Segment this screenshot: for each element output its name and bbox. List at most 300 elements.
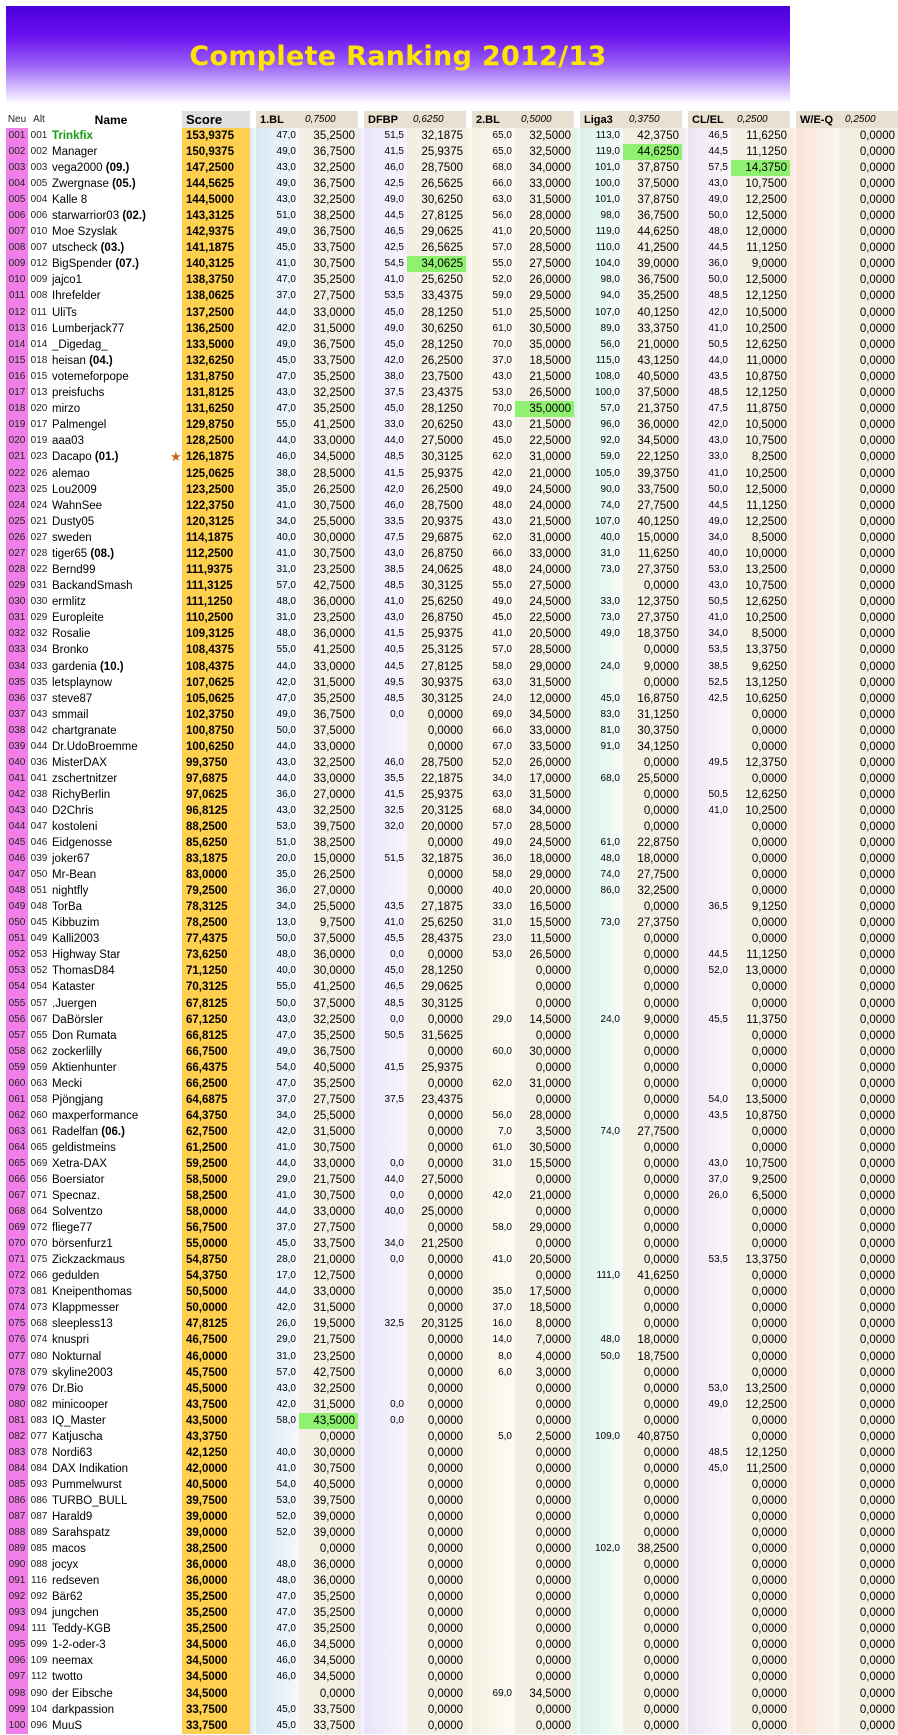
- weighted-clel: 0,0000: [731, 1557, 790, 1573]
- rank-old: 043: [30, 708, 48, 720]
- weighted-liga3: 0,0000: [623, 1188, 682, 1204]
- points-dfbp: [364, 1076, 407, 1092]
- weighted-clel: 12,2500: [731, 192, 790, 208]
- weighted-liga3: 0,0000: [623, 1044, 682, 1060]
- score: 97,0625: [182, 787, 250, 803]
- points-2bl: 48,0: [472, 498, 515, 514]
- points-weq: [796, 867, 839, 883]
- rank-old: 067: [30, 1013, 48, 1025]
- star-cell: [170, 1381, 182, 1397]
- weighted-liga3: 0,0000: [623, 1621, 682, 1637]
- weighted-clel: 11,0000: [731, 353, 790, 369]
- rank-old: 044: [30, 740, 48, 752]
- rank-new: 064: [6, 1140, 28, 1156]
- star-cell: [170, 787, 182, 803]
- points-liga3: 107,0: [580, 305, 623, 321]
- player-name: [50, 819, 170, 835]
- table-row: [6, 1060, 898, 1076]
- score: 40,5000: [182, 1477, 250, 1493]
- table-row: [6, 530, 898, 546]
- weighted-liga3: 0,0000: [623, 1028, 682, 1044]
- points-liga3: 40,0: [580, 530, 623, 546]
- weighted-dfbp: 0,0000: [407, 1140, 466, 1156]
- rank-new: 055: [6, 995, 28, 1011]
- score: 67,8125: [182, 995, 250, 1011]
- points-1bl: 47,0: [256, 128, 299, 144]
- rank-old: 035: [30, 676, 48, 688]
- weighted-1bl: 38,2500: [299, 208, 358, 224]
- weighted-clel: 0,0000: [731, 1541, 790, 1557]
- rank-new: 073: [6, 1284, 28, 1300]
- points-liga3: 56,0: [580, 337, 623, 353]
- points-dfbp: 35,5: [364, 771, 407, 787]
- points-1bl: 49,0: [256, 176, 299, 192]
- score: 110,2500: [182, 610, 250, 626]
- points-2bl: 62,0: [472, 1076, 515, 1092]
- points-weq: [796, 1236, 839, 1252]
- table-row: [6, 1686, 898, 1702]
- rank-old: 049: [30, 933, 48, 945]
- points-dfbp: 32,5: [364, 803, 407, 819]
- points-dfbp: 46,0: [364, 498, 407, 514]
- weighted-weq: 0,0000: [839, 401, 898, 417]
- points-weq: [796, 224, 839, 240]
- star-cell: [170, 771, 182, 787]
- weighted-weq: 0,0000: [839, 1702, 898, 1718]
- rank-new: 027: [6, 546, 28, 562]
- weighted-2bl: 28,5000: [515, 642, 574, 658]
- weighted-weq: 0,0000: [839, 626, 898, 642]
- rank-new: 074: [6, 1300, 28, 1316]
- weighted-dfbp: 0,0000: [407, 1525, 466, 1541]
- weighted-dfbp: 25,9375: [407, 144, 466, 160]
- player-name-text: nightfly: [52, 885, 89, 898]
- weighted-1bl: 32,2500: [299, 803, 358, 819]
- weighted-clel: 13,1250: [731, 675, 790, 691]
- points-1bl: 41,0: [256, 256, 299, 272]
- player-name-text: utscheck: [52, 242, 98, 255]
- star-icon: ★: [170, 448, 182, 464]
- points-2bl: 5,0: [472, 1429, 515, 1445]
- weighted-2bl: 34,0000: [515, 160, 574, 176]
- points-1bl: 48,0: [256, 947, 299, 963]
- points-clel: [688, 1060, 731, 1076]
- points-dfbp: 0,0: [364, 1397, 407, 1413]
- points-1bl: 46,0: [256, 1637, 299, 1653]
- player-name-text: Ihrefelder: [52, 290, 101, 303]
- weighted-weq: 0,0000: [839, 546, 898, 562]
- table-row: [6, 723, 898, 739]
- points-clel: 53,5: [688, 1252, 731, 1268]
- rank-new: 081: [6, 1413, 28, 1429]
- table-row: [6, 739, 898, 755]
- weighted-2bl: 0,0000: [515, 1637, 574, 1653]
- points-2bl: 49,0: [472, 594, 515, 610]
- points-liga3: [580, 1573, 623, 1589]
- player-name-text: Kalle 8: [52, 194, 88, 207]
- player-name-text: Solventzo: [52, 1206, 103, 1219]
- weighted-liga3: 0,0000: [623, 1397, 682, 1413]
- weighted-2bl: 22,5000: [515, 433, 574, 449]
- rank-old: 092: [30, 1591, 48, 1603]
- player-name-text: Bernd99: [52, 564, 96, 577]
- title-banner: [6, 6, 790, 104]
- rank-old: 064: [30, 1206, 48, 1218]
- points-liga3: [580, 1092, 623, 1108]
- points-1bl: 37,0: [256, 288, 299, 304]
- weighted-dfbp: 25,6250: [407, 594, 466, 610]
- table-row: [6, 482, 898, 498]
- weighted-1bl: 30,7500: [299, 498, 358, 514]
- score: 54,3750: [182, 1268, 250, 1284]
- player-name: [50, 1557, 170, 1573]
- points-dfbp: 41,5: [364, 787, 407, 803]
- player-name: [50, 1188, 170, 1204]
- star-cell: [170, 1076, 182, 1092]
- weighted-clel: 0,0000: [731, 1637, 790, 1653]
- points-liga3: [580, 1718, 623, 1734]
- table-row: [6, 867, 898, 883]
- weighted-1bl: 25,5000: [299, 1108, 358, 1124]
- player-name: [50, 1252, 170, 1268]
- points-weq: [796, 240, 839, 256]
- rank-new: 032: [6, 626, 28, 642]
- weighted-2bl: 28,0000: [515, 1108, 574, 1124]
- score: 66,4375: [182, 1060, 250, 1076]
- weighted-dfbp: 27,1875: [407, 899, 466, 915]
- points-1bl: 47,0: [256, 1621, 299, 1637]
- weighted-weq: 0,0000: [839, 771, 898, 787]
- weighted-2bl: 20,5000: [515, 626, 574, 642]
- weighted-clel: 0,0000: [731, 1028, 790, 1044]
- points-liga3: 48,0: [580, 851, 623, 867]
- weighted-clel: 11,1250: [731, 947, 790, 963]
- star-cell: [170, 498, 182, 514]
- points-liga3: [580, 963, 623, 979]
- points-dfbp: [364, 1621, 407, 1637]
- weighted-clel: 10,8750: [731, 369, 790, 385]
- player-name-text: Specnaz.: [52, 1190, 100, 1203]
- player-name-text: Kalli2003: [52, 933, 100, 946]
- weighted-liga3: 44,6250: [623, 144, 682, 160]
- points-weq: [796, 594, 839, 610]
- weighted-dfbp: 30,3125: [407, 578, 466, 594]
- points-weq: [796, 562, 839, 578]
- player-name-text: Xetra-DAX: [52, 1157, 107, 1170]
- weighted-clel: 0,0000: [731, 739, 790, 755]
- weighted-liga3: 0,0000: [623, 1252, 682, 1268]
- weighted-dfbp: 30,6250: [407, 192, 466, 208]
- weighted-2bl: 3,5000: [515, 1124, 574, 1140]
- weighted-weq: 0,0000: [839, 803, 898, 819]
- rank-old: 061: [30, 1125, 48, 1137]
- points-weq: [796, 449, 839, 466]
- score: 67,1250: [182, 1012, 250, 1028]
- player-name: [50, 144, 170, 160]
- points-weq: [796, 1445, 839, 1461]
- points-dfbp: 45,0: [364, 401, 407, 417]
- star-cell: [170, 1220, 182, 1236]
- weighted-weq: 0,0000: [839, 369, 898, 385]
- weighted-weq: 0,0000: [839, 883, 898, 899]
- rank-old: 094: [30, 1607, 48, 1619]
- player-name: [50, 1220, 170, 1236]
- weighted-1bl: 0,0000: [299, 1541, 358, 1557]
- points-clel: 48,5: [688, 385, 731, 401]
- star-cell: [170, 1172, 182, 1188]
- points-2bl: 41,0: [472, 1252, 515, 1268]
- rank-new: 040: [6, 755, 28, 771]
- points-dfbp: [364, 1637, 407, 1653]
- weighted-1bl: 34,5000: [299, 1653, 358, 1669]
- weighted-weq: 0,0000: [839, 931, 898, 947]
- weighted-2bl: 33,0000: [515, 723, 574, 739]
- points-2bl: [472, 1028, 515, 1044]
- weighted-clel: 0,0000: [731, 1653, 790, 1669]
- points-liga3: [580, 1397, 623, 1413]
- points-2bl: [472, 1653, 515, 1669]
- points-dfbp: 40,0: [364, 1204, 407, 1220]
- rank-new: 038: [6, 723, 28, 739]
- weighted-dfbp: 0,0000: [407, 867, 466, 883]
- weighted-2bl: 18,5000: [515, 1300, 574, 1316]
- star-cell: [170, 369, 182, 385]
- star-cell: [170, 1541, 182, 1557]
- rank-new: 010: [6, 272, 28, 288]
- points-2bl: 53,0: [472, 947, 515, 963]
- points-1bl: 47,0: [256, 272, 299, 288]
- weighted-clel: 11,1250: [731, 144, 790, 160]
- points-liga3: [580, 1669, 623, 1685]
- points-1bl: 45,0: [256, 1702, 299, 1718]
- points-1bl: 49,0: [256, 337, 299, 353]
- rank-old: 001: [30, 130, 48, 142]
- table-row: [6, 433, 898, 449]
- player-name-text: mirzo: [52, 402, 81, 415]
- points-weq: [796, 691, 839, 707]
- points-dfbp: 0,0: [364, 1156, 407, 1172]
- header-col-5: W/E-Q: [796, 111, 839, 128]
- weighted-liga3: 33,3750: [623, 321, 682, 337]
- weighted-2bl: 0,0000: [515, 1493, 574, 1509]
- weighted-clel: 0,0000: [731, 1268, 790, 1284]
- score: 42,1250: [182, 1445, 250, 1461]
- points-liga3: [580, 1493, 623, 1509]
- points-dfbp: [364, 1686, 407, 1702]
- player-name-text: Boersiator: [52, 1174, 105, 1187]
- weighted-2bl: 14,5000: [515, 1012, 574, 1028]
- score: 35,2500: [182, 1621, 250, 1637]
- points-clel: [688, 1605, 731, 1621]
- points-1bl: 49,0: [256, 144, 299, 160]
- rank-old: 045: [30, 917, 48, 929]
- weighted-1bl: 33,0000: [299, 1284, 358, 1300]
- points-2bl: 58,0: [472, 1220, 515, 1236]
- player-name-text: DAX Indikation: [52, 1462, 129, 1475]
- weighted-dfbp: 0,0000: [407, 1108, 466, 1124]
- table-row: [6, 1445, 898, 1461]
- weighted-1bl: 33,0000: [299, 305, 358, 321]
- points-1bl: 48,0: [256, 594, 299, 610]
- weighted-liga3: 25,5000: [623, 771, 682, 787]
- player-name-text: twotto: [52, 1671, 83, 1684]
- player-name: [50, 755, 170, 771]
- header-score: Score: [182, 111, 250, 128]
- score: 132,6250: [182, 353, 250, 369]
- points-2bl: [472, 1268, 515, 1284]
- player-name-text: Mr-Bean: [52, 869, 97, 882]
- points-2bl: [472, 1509, 515, 1525]
- score: 88,2500: [182, 819, 250, 835]
- weighted-dfbp: 27,8125: [407, 208, 466, 224]
- points-weq: [796, 1573, 839, 1589]
- points-2bl: 62,0: [472, 449, 515, 466]
- player-name: [50, 240, 170, 256]
- points-2bl: 58,0: [472, 659, 515, 675]
- weighted-1bl: 19,5000: [299, 1316, 358, 1332]
- star-cell: [170, 1028, 182, 1044]
- weighted-weq: 0,0000: [839, 1686, 898, 1702]
- points-liga3: 57,0: [580, 401, 623, 417]
- points-weq: [796, 1060, 839, 1076]
- points-1bl: 41,0: [256, 498, 299, 514]
- points-1bl: 35,0: [256, 482, 299, 498]
- weighted-1bl: 21,7500: [299, 1332, 358, 1348]
- rank-new: 083: [6, 1445, 28, 1461]
- points-dfbp: 38,0: [364, 369, 407, 385]
- points-weq: [796, 931, 839, 947]
- points-dfbp: 43,5: [364, 899, 407, 915]
- player-name-text: sleepless13: [52, 1318, 113, 1331]
- rank-old: 046: [30, 837, 48, 849]
- points-1bl: 41,0: [256, 546, 299, 562]
- player-name-text: MisterDAX: [52, 756, 107, 769]
- player-name: [50, 659, 170, 675]
- table-row: [6, 369, 898, 385]
- points-2bl: 42,0: [472, 466, 515, 482]
- player-name-text: TorBa: [52, 901, 83, 914]
- points-2bl: 60,0: [472, 1044, 515, 1060]
- rank-old: 010: [30, 226, 48, 238]
- weighted-liga3: 0,0000: [623, 642, 682, 658]
- points-clel: 41,0: [688, 321, 731, 337]
- points-clel: [688, 835, 731, 851]
- weighted-liga3: 21,0000: [623, 337, 682, 353]
- star-cell: [170, 1621, 182, 1637]
- weighted-liga3: 34,5000: [623, 433, 682, 449]
- header-alt: Alt: [33, 114, 45, 125]
- weighted-clel: 12,5000: [731, 208, 790, 224]
- rank-old: 087: [30, 1511, 48, 1522]
- rank-new: 012: [6, 305, 28, 321]
- weighted-clel: 0,0000: [731, 1525, 790, 1541]
- weighted-liga3: 0,0000: [623, 1637, 682, 1653]
- points-2bl: 7,0: [472, 1124, 515, 1140]
- points-2bl: 55,0: [472, 578, 515, 594]
- points-1bl: 40,0: [256, 1445, 299, 1461]
- rank-old: 029: [30, 612, 48, 624]
- weighted-clel: 0,0000: [731, 1702, 790, 1718]
- weighted-1bl: 37,5000: [299, 723, 358, 739]
- points-dfbp: 41,5: [364, 1060, 407, 1076]
- weighted-clel: 12,2500: [731, 514, 790, 530]
- player-name-text: Zwergnase: [52, 178, 109, 191]
- weighted-clel: 10,6250: [731, 691, 790, 707]
- weighted-dfbp: 27,8125: [407, 659, 466, 675]
- weighted-liga3: 37,8750: [623, 160, 682, 176]
- weighted-dfbp: 30,6250: [407, 321, 466, 337]
- points-1bl: 54,0: [256, 1060, 299, 1076]
- points-2bl: [472, 1381, 515, 1397]
- score: 133,5000: [182, 337, 250, 353]
- player-name-text: MuuS: [52, 1719, 83, 1732]
- points-1bl: 47,0: [256, 1076, 299, 1092]
- points-weq: [796, 272, 839, 288]
- points-clel: [688, 1541, 731, 1557]
- points-liga3: 86,0: [580, 883, 623, 899]
- player-name: [50, 353, 170, 369]
- weighted-clel: 10,7500: [731, 1156, 790, 1172]
- rank-new: 036: [6, 691, 28, 707]
- header-weight-1: 0,6250: [407, 111, 466, 128]
- table-row: [6, 1076, 898, 1092]
- points-liga3: 33,0: [580, 594, 623, 610]
- star-cell: [170, 192, 182, 208]
- weighted-1bl: 28,5000: [299, 466, 358, 482]
- star-cell: [170, 851, 182, 867]
- points-weq: [796, 1653, 839, 1669]
- player-name: [50, 1653, 170, 1669]
- points-weq: [796, 1477, 839, 1493]
- star-cell: [170, 144, 182, 160]
- rank-old: 071: [30, 1190, 48, 1202]
- star-cell: [170, 1365, 182, 1381]
- weighted-1bl: 12,7500: [299, 1268, 358, 1284]
- points-dfbp: [364, 1445, 407, 1461]
- points-1bl: 57,0: [256, 578, 299, 594]
- weighted-dfbp: 28,4375: [407, 931, 466, 947]
- weighted-weq: 0,0000: [839, 562, 898, 578]
- rank-new: 053: [6, 963, 28, 979]
- weighted-dfbp: 23,4375: [407, 385, 466, 401]
- weighted-weq: 0,0000: [839, 723, 898, 739]
- points-dfbp: 46,5: [364, 979, 407, 995]
- weighted-2bl: 31,5000: [515, 675, 574, 691]
- points-weq: [796, 915, 839, 931]
- points-2bl: 63,0: [472, 787, 515, 803]
- weighted-2bl: 0,0000: [515, 1413, 574, 1429]
- score: 83,1875: [182, 851, 250, 867]
- weighted-1bl: 36,0000: [299, 1557, 358, 1573]
- player-name: [50, 1461, 170, 1477]
- player-name-text: gardenia: [52, 660, 97, 673]
- rank-old: 099: [30, 1639, 48, 1651]
- weighted-2bl: 20,0000: [515, 883, 574, 899]
- points-clel: 40,0: [688, 546, 731, 562]
- points-1bl: 44,0: [256, 1284, 299, 1300]
- weighted-weq: 0,0000: [839, 385, 898, 401]
- weighted-2bl: 0,0000: [515, 1445, 574, 1461]
- points-clel: 44,5: [688, 498, 731, 514]
- weighted-1bl: 33,0000: [299, 771, 358, 787]
- weighted-weq: 0,0000: [839, 1284, 898, 1300]
- player-name: [50, 835, 170, 851]
- points-2bl: 51,0: [472, 305, 515, 321]
- points-liga3: [580, 642, 623, 658]
- player-name: [50, 594, 170, 610]
- weighted-liga3: 0,0000: [623, 1589, 682, 1605]
- weighted-dfbp: 30,3125: [407, 449, 466, 466]
